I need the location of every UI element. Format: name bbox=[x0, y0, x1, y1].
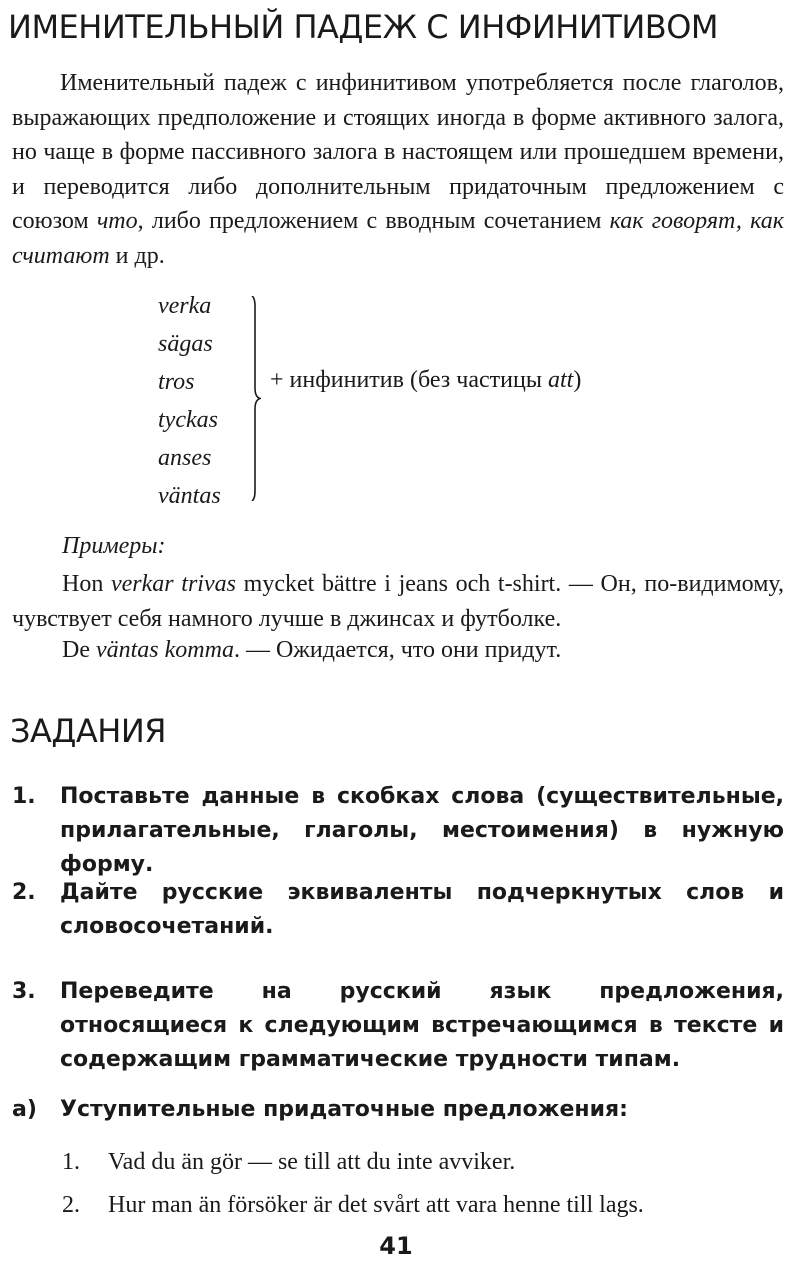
list-item bbox=[62, 1149, 515, 1176]
intro-text-2: , либо предложением с вводным сочетанием bbox=[137, 208, 610, 234]
brace-note-close: ) bbox=[573, 367, 582, 393]
verb-list bbox=[158, 287, 221, 515]
verb-item: anses bbox=[158, 445, 212, 471]
task-text: Дайте русские эквиваленты подчеркнутых слов и словосочетаний. bbox=[60, 880, 784, 939]
brace-note bbox=[270, 367, 581, 394]
task-item bbox=[12, 876, 784, 944]
task-item bbox=[12, 780, 784, 882]
brace-note-em: att bbox=[547, 367, 574, 393]
example-2: De väntas komma. — Ожидается, что они придут. bbox=[62, 637, 562, 663]
list-item-text: Hur man än försöker är det svårt att vara henne till lags. bbox=[108, 1192, 644, 1218]
section-title: ИМЕНИТЕЛЬНЫЙ ПАДЕЖ С ИНФИНИТИВОМ bbox=[8, 8, 718, 46]
verb-item: väntas bbox=[158, 483, 221, 509]
intro-em-2: как говорят, как считают bbox=[12, 208, 784, 269]
verb-item: tros bbox=[158, 369, 195, 395]
subsection-text: Уступительные придаточные предложения: bbox=[60, 1097, 628, 1122]
verb-item: sägas bbox=[158, 331, 213, 357]
list-item-text: Vad du än gör — se till att du inte avviker. bbox=[108, 1149, 516, 1175]
example-1: Hon verkar trivas mycket bättre i jeans och t-shirt. — Он, по-видимому, чувствует себя намного лучше в джинсах и футболке. bbox=[12, 571, 784, 632]
examples-label: Примеры: bbox=[62, 533, 166, 559]
tasks-title: ЗАДАНИЯ bbox=[10, 712, 167, 750]
list-item bbox=[62, 1192, 644, 1219]
task-number: 2. bbox=[12, 880, 36, 905]
task-number: 3. bbox=[12, 979, 36, 1004]
intro-text-3: и др. bbox=[109, 242, 165, 269]
task-text: Переведите на русский язык предложения, относящиеся к следующим встречающимся в тексте и содержащим грамматические трудности типам. bbox=[60, 979, 784, 1072]
intro-em-1: что bbox=[96, 208, 138, 234]
brace-note-text: + инфинитив (без частицы bbox=[270, 367, 548, 393]
subsection-label: а) bbox=[12, 1097, 37, 1122]
subsection bbox=[12, 1093, 628, 1127]
verb-item: verka bbox=[158, 293, 212, 319]
task-number: 1. bbox=[12, 784, 36, 809]
list-item-number: 2. bbox=[62, 1192, 80, 1218]
task-text: Поставьте данные в скобках слова (существительные, прилагательные, глаголы, местоимения) в нужную форму. bbox=[60, 784, 784, 877]
right-brace bbox=[251, 296, 261, 501]
task-item bbox=[12, 975, 784, 1077]
page-number: 41 bbox=[379, 1232, 413, 1260]
intro-text-1: Именительный падеж с инфинитивом употребляется после глаголов, выражающих предположение и стоящих иногда в форме активного залога, но чаще в форме пассивного залога в настоящем или прошедшем времени, и переводится либо дополнительным придаточным предложением с союзом bbox=[12, 70, 784, 234]
list-item-number: 1. bbox=[62, 1149, 80, 1175]
verb-item: tyckas bbox=[158, 407, 218, 433]
intro-paragraph bbox=[12, 66, 784, 273]
